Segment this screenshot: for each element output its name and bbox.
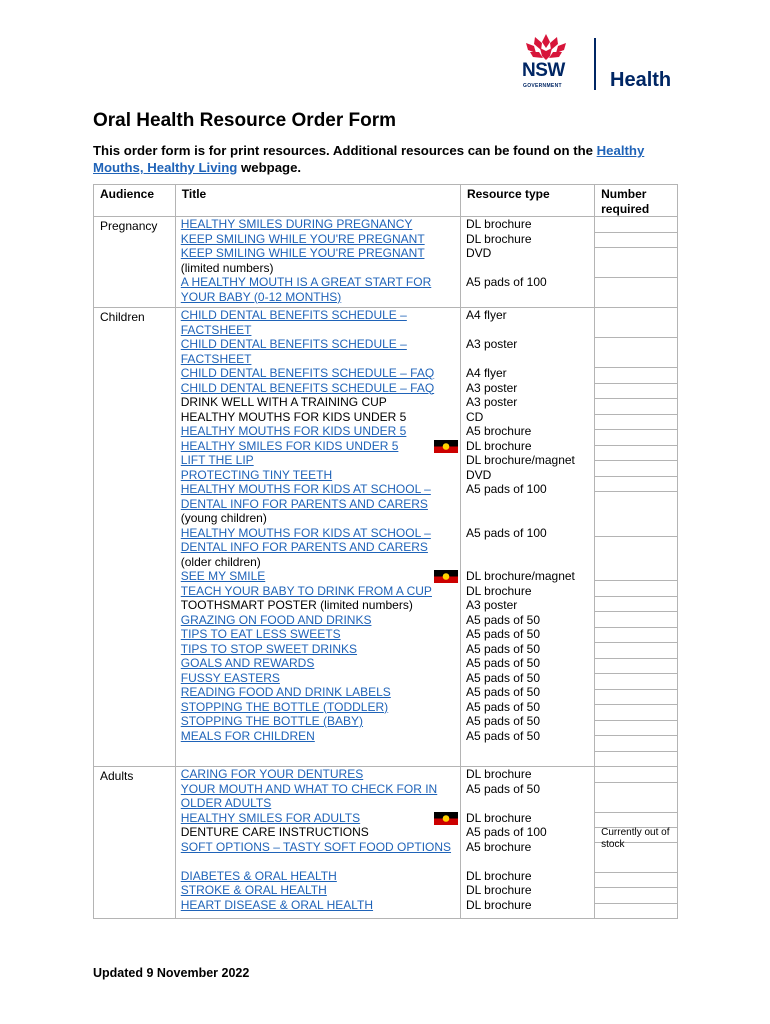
resource-title[interactable] <box>181 453 455 468</box>
resource-link[interactable]: HEALTHY MOUTHS FOR KIDS AT SCHOOL – DENTAL INFO FOR PARENTS AND CARERS <box>180 482 431 511</box>
number-required-field[interactable] <box>595 446 677 462</box>
number-required-field[interactable] <box>595 888 677 904</box>
resource-note: (older children) <box>180 554 261 569</box>
resource-title[interactable] <box>181 275 455 304</box>
header-number-required: Number required <box>595 185 678 217</box>
number-required-field[interactable] <box>595 690 677 706</box>
intro-text-after: webpage. <box>237 160 302 175</box>
resource-type: DL brochure <box>465 767 532 781</box>
numbers-pregnancy <box>595 217 678 308</box>
types-pregnancy <box>460 217 594 308</box>
page-title: Oral Health Resource Order Form <box>93 110 397 131</box>
order-table <box>93 184 678 919</box>
resource-type: A4 flyer <box>465 308 507 322</box>
number-required-field[interactable] <box>595 643 677 659</box>
number-required-field[interactable] <box>595 399 677 415</box>
resource-type: A5 pads of 50 <box>465 656 540 670</box>
aboriginal-flag-icon <box>434 570 458 583</box>
number-required-field[interactable] <box>595 721 677 737</box>
resource-text: HEALTHY MOUTHS FOR KIDS UNDER 5 <box>180 409 407 424</box>
resource-link[interactable]: LIFT THE LIP <box>180 453 254 467</box>
number-required-field[interactable] <box>595 674 677 690</box>
resource-type: A5 brochure <box>465 424 532 438</box>
resource-type: A5 pads of 100 <box>465 825 547 839</box>
resource-link[interactable]: SEE MY SMILE <box>180 569 266 583</box>
header-title: Title <box>175 185 460 217</box>
resource-type: A5 pads of 50 <box>465 627 540 641</box>
resource-link[interactable]: CHILD DENTAL BENEFITS SCHEDULE – FAQ <box>180 380 435 395</box>
resource-type: DVD <box>465 467 492 482</box>
numbers-children <box>595 308 678 767</box>
number-required-field[interactable] <box>595 767 677 783</box>
resource-link[interactable]: READING FOOD AND DRINK LABELS <box>180 685 391 699</box>
resource-link[interactable]: CHILD DENTAL BENEFITS SCHEDULE – FACTSHEET <box>180 308 407 337</box>
resource-note: (limited numbers) <box>180 260 274 275</box>
resource-note: (young children) <box>180 511 267 525</box>
resource-link[interactable]: HEALTHY SMILES FOR KIDS UNDER 5 <box>180 438 399 453</box>
nsw-wordmark: NSW <box>522 60 565 81</box>
number-required-field[interactable] <box>595 783 677 813</box>
resource-link[interactable]: CHILD DENTAL BENEFITS SCHEDULE – FACTSHEET <box>180 337 407 366</box>
resource-title[interactable] <box>181 439 455 454</box>
resource-link[interactable]: A HEALTHY MOUTH IS A GREAT START FOR YOUR BABY (0-12 MONTHS) <box>180 275 432 304</box>
number-required-field[interactable] <box>595 612 677 628</box>
resource-type: DL brochure <box>465 868 532 883</box>
resource-type: DL brochure <box>465 583 532 598</box>
number-required-field[interactable] <box>595 338 677 368</box>
resource-title[interactable] <box>181 308 455 337</box>
resource-title[interactable] <box>181 613 455 628</box>
number-required-field[interactable] <box>595 308 677 338</box>
resource-type: A3 poster <box>465 337 518 351</box>
resource-title[interactable] <box>181 700 455 715</box>
resource-title <box>181 410 455 425</box>
number-required-field[interactable] <box>595 248 677 278</box>
resource-link[interactable]: GRAZING ON FOOD AND DRINKS <box>180 612 372 627</box>
resource-title[interactable] <box>181 729 455 744</box>
resource-link[interactable]: YOUR MOUTH AND WHAT TO CHECK FOR IN OLDER ADULTS <box>180 781 438 810</box>
group-adults <box>94 767 678 919</box>
out-of-stock-note: Currently out of stock <box>601 827 670 850</box>
resource-type: A5 pads of 50 <box>465 670 540 685</box>
resource-title[interactable] <box>181 656 455 671</box>
resource-link[interactable]: PROTECTING TINY TEETH <box>180 467 333 482</box>
resource-link[interactable]: SOFT OPTIONS – TASTY SOFT FOOD OPTIONS <box>180 839 452 854</box>
resource-link[interactable]: GOALS AND REWARDS <box>180 656 315 670</box>
resource-title[interactable] <box>181 767 455 782</box>
resource-link[interactable]: HEALTHY MOUTHS FOR KIDS AT SCHOOL – DENTAL INFO FOR PARENTS AND CARERS <box>180 525 431 554</box>
resource-link[interactable]: FUSSY EASTERS <box>180 670 280 685</box>
resource-link[interactable]: CHILD DENTAL BENEFITS SCHEDULE – FAQ <box>180 366 435 380</box>
header-audience: Audience <box>94 185 176 217</box>
resource-type: A3 poster <box>465 380 518 395</box>
audience-children: Children <box>94 308 176 767</box>
resource-type: DL brochure <box>465 810 532 825</box>
resource-type: A5 pads of 50 <box>465 685 540 699</box>
resource-title <box>181 598 455 613</box>
resource-link[interactable]: TEACH YOUR BABY TO DRINK FROM A CUP <box>180 583 432 598</box>
number-required-field[interactable] <box>595 705 677 721</box>
resource-type: CD <box>465 409 484 424</box>
resource-type: DL brochure/magnet <box>465 453 575 467</box>
table-header-row <box>94 185 678 217</box>
resource-text: DRINK WELL WITH A TRAINING CUP <box>180 395 387 409</box>
resource-link[interactable]: MEALS FOR CHILDREN <box>180 728 315 743</box>
resource-link[interactable]: KEEP SMILING WHILE YOU'RE PREGNANT <box>180 231 425 246</box>
header-resource-type: Resource type <box>460 185 594 217</box>
resource-text: DENTURE CARE INSTRUCTIONS <box>180 825 369 839</box>
resource-title[interactable] <box>181 381 455 396</box>
number-required-field[interactable] <box>595 430 677 446</box>
resource-title[interactable] <box>181 584 455 599</box>
number-required-field[interactable] <box>595 736 677 752</box>
resource-title[interactable] <box>181 569 455 584</box>
resource-link[interactable]: STOPPING THE BOTTLE (TODDLER) <box>180 699 389 714</box>
number-required-field[interactable] <box>595 415 677 431</box>
aboriginal-flag-icon <box>434 440 458 453</box>
resource-title[interactable] <box>181 482 455 526</box>
number-required-field[interactable] <box>595 461 677 477</box>
logo-divider <box>594 38 596 90</box>
resource-type: DL brochure <box>465 217 532 231</box>
resource-title[interactable] <box>181 232 455 247</box>
resource-title[interactable] <box>181 366 455 381</box>
resource-type: A5 pads of 50 <box>465 714 540 728</box>
number-required-field[interactable] <box>595 278 677 307</box>
aboriginal-flag-icon <box>434 812 458 825</box>
resource-link[interactable]: STROKE & ORAL HEALTH <box>180 883 327 897</box>
number-required-field[interactable] <box>595 628 677 644</box>
resource-link[interactable]: HEALTHY SMILES DURING PREGNANCY <box>180 217 413 231</box>
resource-title <box>181 825 455 840</box>
resource-link[interactable]: KEEP SMILING WHILE YOU'RE PREGNANT <box>180 246 425 260</box>
resource-title[interactable] <box>181 898 455 913</box>
resource-title[interactable] <box>181 642 455 657</box>
resource-title[interactable] <box>181 685 455 700</box>
number-required-field[interactable] <box>595 537 677 582</box>
resource-title[interactable] <box>181 337 455 366</box>
numbers-adults <box>595 767 678 919</box>
number-required-field[interactable] <box>595 827 677 850</box>
titles-pregnancy <box>175 217 460 308</box>
number-required-field[interactable] <box>595 384 677 400</box>
resource-type: DL brochure/magnet <box>465 569 575 583</box>
group-pregnancy <box>94 217 678 308</box>
number-required-field[interactable] <box>595 597 677 613</box>
number-required-field[interactable] <box>595 843 677 873</box>
resource-type: A5 pads of 100 <box>465 525 547 540</box>
resource-title[interactable] <box>181 217 455 232</box>
audience-adults: Adults <box>94 767 176 919</box>
resource-title[interactable] <box>181 468 455 483</box>
number-required-field[interactable] <box>595 581 677 597</box>
resource-title[interactable] <box>181 883 455 898</box>
number-required-field[interactable] <box>595 752 677 767</box>
titles-children <box>175 308 460 767</box>
titles-adults <box>175 767 460 919</box>
resource-type: A5 pads of 50 <box>465 699 540 714</box>
resource-type: A5 pads of 50 <box>465 612 540 627</box>
intro-text-before: This order form is for print resources. Additional resources can be found on the <box>93 143 597 158</box>
resource-title[interactable] <box>181 627 455 642</box>
number-required-field[interactable] <box>595 233 677 249</box>
government-wordmark: GOVERNMENT <box>523 83 562 89</box>
resource-title[interactable] <box>181 811 455 826</box>
resource-type: A5 pads of 50 <box>465 728 540 743</box>
resource-type: A5 pads of 100 <box>465 275 547 289</box>
waratah-icon <box>523 34 569 62</box>
resource-title[interactable] <box>181 424 455 439</box>
resource-type: DL brochure <box>465 897 532 912</box>
resource-type: A4 flyer <box>465 366 507 380</box>
intro-text <box>93 142 683 176</box>
resource-type: DVD <box>465 246 492 260</box>
resource-type: A5 pads of 50 <box>465 781 540 796</box>
health-wordmark: Health <box>610 69 672 91</box>
types-adults <box>460 767 594 919</box>
resource-title[interactable] <box>181 840 455 869</box>
resource-link[interactable]: DIABETES & ORAL HEALTH <box>180 868 337 883</box>
resource-type: DL brochure <box>465 883 532 897</box>
resource-type: DL brochure <box>465 438 532 453</box>
number-required-field[interactable] <box>595 904 677 919</box>
resource-title[interactable] <box>181 671 455 686</box>
nsw-health-logo <box>520 34 680 94</box>
resource-link[interactable]: STOPPING THE BOTTLE (BABY) <box>180 714 364 728</box>
group-children <box>94 308 678 767</box>
resource-title[interactable] <box>181 526 455 570</box>
number-required-field[interactable] <box>595 217 677 233</box>
resource-type: A5 pads of 100 <box>465 482 547 496</box>
resource-link[interactable]: TIPS TO STOP SWEET DRINKS <box>180 641 358 656</box>
resource-title <box>181 395 455 410</box>
number-required-field[interactable] <box>595 492 677 537</box>
resource-type: A3 poster <box>465 598 518 612</box>
resource-type: A5 brochure <box>465 839 532 854</box>
resource-title[interactable] <box>181 714 455 729</box>
resource-link[interactable]: HEALTHY SMILES FOR ADULTS <box>180 810 361 825</box>
resource-title[interactable] <box>181 869 455 884</box>
resource-link[interactable]: HEALTHY MOUTHS FOR KIDS UNDER 5 <box>180 424 407 438</box>
number-required-field[interactable] <box>595 659 677 675</box>
number-required-field[interactable] <box>595 368 677 384</box>
types-children <box>460 308 594 767</box>
resource-type: A3 poster <box>465 395 518 409</box>
resource-title[interactable] <box>181 782 455 811</box>
updated-date: Updated 9 November 2022 <box>93 966 250 980</box>
resource-link[interactable]: HEART DISEASE & ORAL HEALTH <box>180 897 374 912</box>
resource-text: TOOTHSMART POSTER (limited numbers) <box>180 598 413 612</box>
audience-pregnancy: Pregnancy <box>94 217 176 308</box>
number-required-field[interactable] <box>595 813 677 829</box>
resource-title[interactable] <box>181 246 455 275</box>
resource-link[interactable]: CARING FOR YOUR DENTURES <box>180 767 364 781</box>
number-required-field[interactable] <box>595 477 677 493</box>
healthy-mouths-link[interactable]: Healthy Mouths, Healthy Living <box>93 143 645 175</box>
resource-link[interactable]: TIPS TO EAT LESS SWEETS <box>180 627 341 641</box>
resource-type: A5 pads of 50 <box>465 641 540 656</box>
number-required-field[interactable] <box>595 873 677 889</box>
resource-type: DL brochure <box>465 231 532 246</box>
